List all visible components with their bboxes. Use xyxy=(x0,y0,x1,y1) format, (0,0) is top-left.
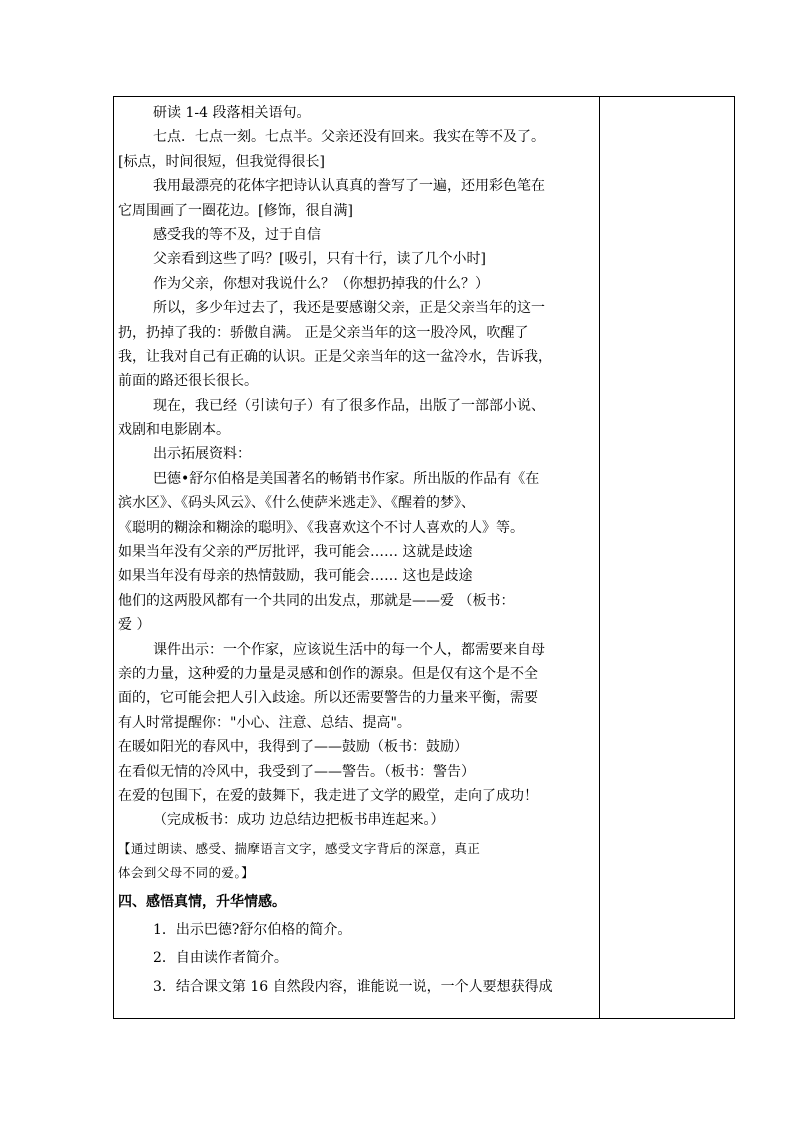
text-line: 它周围画了一圈花边。[修饰，很自满] xyxy=(118,202,353,219)
text-line: 所以，多少年过去了，我还是要感谢父亲，正是父亲当年的这一 xyxy=(153,300,545,317)
text-line: 现在，我已经（引读句子）有了很多作品，出版了一部部小说、 xyxy=(153,397,545,414)
text-line: 亲的力量，这种爱的力量是灵感和创作的源泉。但是仅有这个是不全 xyxy=(118,665,538,682)
text-line: 课件出示：一个作家，应该说生活中的每一个人，都需要来自母 xyxy=(153,641,545,658)
section-heading: 四、感悟真情，升华情感。 xyxy=(118,893,286,910)
lesson-content-cell xyxy=(118,101,596,999)
text-line: 在爱的包围下，在爱的鼓舞下，我走进了文学的殿堂，走向了成功！ xyxy=(118,787,538,804)
text-line: 巴德•舒尔伯格是美国著名的畅销书作家。所出版的作品有《在 xyxy=(153,470,540,487)
text-line: 我，让我对自己有正确的认识。正是父亲当年的这一盆冷水，告诉我， xyxy=(118,348,552,365)
lesson-plan-table xyxy=(113,96,735,1019)
numbered-item: 1．出示巴德?舒尔伯格的简介。 xyxy=(153,921,352,938)
text-line: 戏剧和电影剧本。 xyxy=(118,422,230,439)
text-line: （完成板书：成功 边总结边把板书串连起来。） xyxy=(153,812,445,829)
text-line: 扔，扔掉了我的：骄傲自满。 正是父亲当年的这一股冷风，吹醒了 xyxy=(118,324,529,341)
text-line: 他们的这两股风都有一个共同的出发点，那就是——爱 （板书： xyxy=(118,592,515,609)
text-line: 《聪明的糊涂和糊涂的聪明》、《我喜欢这个不讨人喜欢的人》等。 xyxy=(118,519,524,536)
teaching-note: 【通过朗读、感受、揣摩语言文字，感受文字背后的深意，真正 xyxy=(118,840,481,856)
column-divider xyxy=(599,97,600,1018)
text-line: 感受我的等不及，过于自信 xyxy=(153,226,321,243)
text-line: 在看似无情的冷风中，我受到了——警告。（板书：警告） xyxy=(118,763,475,780)
text-line: 有人时常提醒你："小心、注意、总结、提高"。 xyxy=(118,714,411,731)
text-line: 在暖如阳光的春风中，我得到了——鼓励（板书：鼓励） xyxy=(118,739,468,756)
text-line: 面的，它可能会把人引入歧途。所以还需要警告的力量来平衡，需要 xyxy=(118,690,538,707)
text-line: 我用最漂亮的花体字把诗认认真真的誊写了一遍，还用彩色笔在 xyxy=(153,178,545,195)
text-line: [标点，时间很短，但我觉得很长] xyxy=(118,153,325,170)
text-line: 滨水区》、《码头风云》、《什么使萨米逃走》、《醒着的梦》、 xyxy=(118,495,475,512)
text-line: 七点．七点一刻。七点半。父亲还没有回来。我实在等不及了。 xyxy=(153,129,545,146)
text-line: 作为父亲，你想对我说什么？（你想扔掉我的什么？） xyxy=(153,275,489,292)
text-line: 爱 ） xyxy=(118,617,151,634)
text-line: 父亲看到这些了吗？[吸引，只有十行，读了几个小时] xyxy=(153,251,486,268)
numbered-item: 3．结合课文第 16 自然段内容，谁能说一说，一个人要想获得成 xyxy=(153,978,553,995)
text-line: 如果当年没有父亲的严厉批评，我可能会…… 这就是歧途 xyxy=(118,544,473,561)
text-line: 如果当年没有母亲的热情鼓励，我可能会…… 这也是歧途 xyxy=(118,568,473,585)
teaching-note: 体会到父母不同的爱。】 xyxy=(118,865,255,881)
text-line: 前面的路还很长很长。 xyxy=(118,373,258,390)
numbered-item: 2．自由读作者简介。 xyxy=(153,950,288,967)
text-line: 研读 1-4 段落相关语句。 xyxy=(153,105,311,121)
text-line: 出示拓展资料： xyxy=(153,446,251,463)
